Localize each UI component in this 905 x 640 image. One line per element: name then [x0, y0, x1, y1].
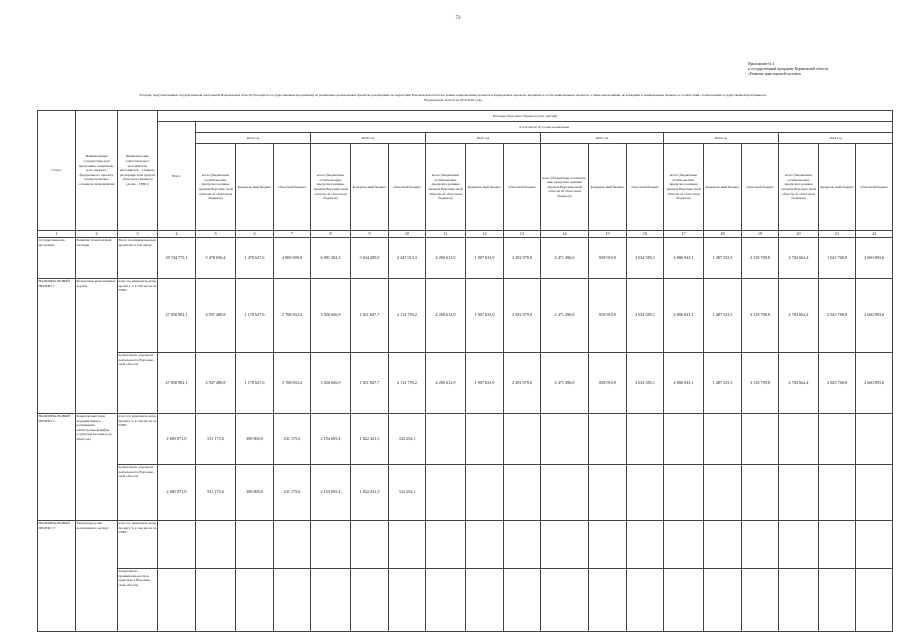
empty-cell: [196, 569, 236, 632]
value-cell: 2 292 979,0: [504, 238, 541, 279]
empty-cell: [664, 521, 704, 569]
empty-cell: [466, 465, 504, 521]
value-cell: 1 907 633,9: [466, 238, 504, 279]
value-cell: 2 292 979,0: [504, 353, 541, 414]
value-cell: 1 178 647,6: [236, 353, 274, 414]
empty-cell: [819, 414, 856, 465]
value-cell: 1 487 333,3: [704, 353, 742, 414]
header-sub-regional: областной бюджет: [389, 144, 426, 231]
empty-cell: [742, 521, 779, 569]
value-cell: 4 471 496,0: [541, 238, 589, 279]
empty-cell: [664, 414, 704, 465]
header-sub-federal: федераль-ный бюджет: [236, 144, 274, 231]
value-cell: 4 200 612,9: [426, 353, 466, 414]
index-cell: 22: [856, 231, 893, 238]
appendix-line-2: к государственной программе Воронежской области: [748, 67, 829, 72]
row-executor: всего по националь-ному проекту 3, в том числе по ГРБС:: [118, 521, 158, 569]
header-sub-total: всего (бюджетные ассигнова-ния, предусмот-ренные законом Воронеж-ской области об областном бюджете): [541, 144, 589, 231]
row-program-name: Безопасные качественные дороги: [76, 279, 118, 414]
empty-cell: [389, 569, 426, 632]
empty-cell: [664, 569, 704, 632]
empty-cell: [742, 414, 779, 465]
empty-cell: [589, 521, 627, 569]
empty-cell: [504, 465, 541, 521]
index-cell: 3: [118, 231, 158, 238]
empty-cell: [664, 465, 704, 521]
empty-cell: [589, 569, 627, 632]
row-executor: департамент промышлен-ности и транспорта Воронеж-ской области: [118, 569, 158, 632]
table-row: [38, 569, 893, 632]
empty-cell: [856, 569, 893, 632]
header-sub-regional: областной бюджет: [627, 144, 664, 231]
value-cell: 231 175,6: [274, 414, 311, 465]
row-status: Государствен-ная программа: [38, 238, 76, 279]
row-status: НАЦИОНАЛЬ-НЫЙ ПРОЕКТ 2: [38, 414, 76, 521]
empty-cell: [541, 465, 589, 521]
value-cell: 332 254,1: [389, 414, 426, 465]
value-cell: 2 114 759,2: [389, 353, 426, 414]
value-cell: 4 200 612,9: [426, 279, 466, 353]
empty-cell: [236, 521, 274, 569]
row-executor: департамент дорожной деятельности Воронеж-ской области: [118, 353, 158, 414]
budget-table: [37, 110, 893, 632]
header-by-years: в том числе по годам реализации: [196, 122, 893, 133]
value-cell: 4 200 612,9: [426, 238, 466, 279]
empty-cell: [856, 414, 893, 465]
value-cell: 2 154 695,4: [311, 465, 351, 521]
empty-cell: [819, 521, 856, 569]
empty-cell: [158, 569, 196, 632]
index-cell: 16: [627, 231, 664, 238]
header-year-2023: 2023 год: [664, 133, 779, 144]
value-cell: 3 318 709,8: [742, 238, 779, 279]
empty-cell: [627, 465, 664, 521]
index-cell: 11: [426, 231, 466, 238]
header-row-2: [38, 122, 893, 133]
value-cell: 838 910,9: [589, 353, 627, 414]
header-sub-total: всего (бюджетные ассигнова-ния, предусмот-ренные законом Воронеж-ской области об областном бюджете): [196, 144, 236, 231]
empty-cell: [704, 521, 742, 569]
value-cell: 3 318 709,8: [742, 353, 779, 414]
value-cell: 1 907 633,9: [466, 279, 504, 353]
empty-cell: [779, 414, 819, 465]
value-cell: 1 907 633,9: [466, 353, 504, 414]
empty-cell: [236, 569, 274, 632]
index-cell: 20: [779, 231, 819, 238]
table-row: [38, 465, 893, 521]
empty-cell: [856, 465, 893, 521]
empty-cell: [504, 521, 541, 569]
row-executor: всего по националь-ному проекту 2, в том числе по ГРБС:: [118, 414, 158, 465]
value-cell: 4 471 496,0: [541, 353, 589, 414]
index-cell: 19: [742, 231, 779, 238]
value-cell: 27 058 902,1: [158, 353, 196, 414]
header-sub-federal: федераль-ный бюджет: [589, 144, 627, 231]
value-cell: 4 947 480,8: [196, 353, 236, 414]
empty-cell: [742, 569, 779, 632]
header-sub-total: всего (бюджетные ассигнова-ния, предусмот-ренные законом Воронеж-ской области об областном бюджете): [426, 144, 466, 231]
empty-cell: [704, 569, 742, 632]
value-cell: 29 744 773,1: [158, 238, 196, 279]
table-row: [38, 521, 893, 569]
value-cell: 2 292 979,0: [504, 279, 541, 353]
empty-cell: [541, 569, 589, 632]
empty-cell: [704, 414, 742, 465]
value-cell: 1 487 333,3: [704, 238, 742, 279]
index-cell: 9: [351, 231, 389, 238]
index-cell: 5: [196, 231, 236, 238]
index-cell: 12: [466, 231, 504, 238]
table-row: [38, 353, 893, 414]
value-cell: 1 822 441,3: [351, 465, 389, 521]
index-cell: 8: [311, 231, 351, 238]
empty-cell: [627, 569, 664, 632]
value-cell: 6 081 302,3: [311, 238, 351, 279]
value-cell: 1 043 768,8: [819, 238, 856, 279]
header-expenses-title: Расходы областного бюджета (тыс. рублей): [158, 111, 893, 122]
empty-cell: [274, 521, 311, 569]
header-year-2020: 2020 год: [311, 133, 426, 144]
empty-cell: [426, 465, 466, 521]
empty-cell: [779, 521, 819, 569]
value-cell: 4 704 662,4: [779, 238, 819, 279]
row-program-name: Международ-ная кооперация и экспорт: [76, 521, 118, 632]
row-status: НАЦИОНАЛЬ-НЫЙ ПРОЕКТ 1: [38, 279, 76, 414]
document-title: [22, 93, 884, 103]
value-cell: 1 478 647,6: [236, 238, 274, 279]
empty-cell: [426, 414, 466, 465]
header-sub-federal: федераль-ный бюджет: [819, 144, 856, 231]
index-cell: 10: [389, 231, 426, 238]
empty-cell: [426, 521, 466, 569]
header-sub-federal: федераль-ный бюджет: [351, 144, 389, 231]
value-cell: 4 806 043,1: [664, 279, 704, 353]
empty-cell: [426, 569, 466, 632]
value-cell: 3 634 289,0: [351, 238, 389, 279]
value-cell: 4 704 662,4: [779, 353, 819, 414]
appendix-line-1: Приложение № 4: [748, 62, 775, 66]
value-cell: 4 806 043,1: [664, 353, 704, 414]
empty-cell: [504, 569, 541, 632]
value-cell: 3 768 833,4: [274, 353, 311, 414]
page-number: 73: [455, 16, 461, 21]
value-cell: 4 806 943,1: [664, 238, 704, 279]
appendix-line-3: «Развитие транспортной системы»: [748, 72, 802, 77]
index-cell: 13: [504, 231, 541, 238]
empty-cell: [742, 465, 779, 521]
header-program-name: Наименование государствен-ной программы, националь-ного проекта, федерального проекта, подпрограм-мы, основного мероприятия: [76, 111, 118, 231]
value-cell: 838 910,9: [589, 238, 627, 279]
title-line-2: Воронежской области на 2019-2024 годы: [424, 98, 482, 102]
empty-cell: [466, 569, 504, 632]
empty-cell: [819, 569, 856, 632]
value-cell: 5 478 656,4: [196, 238, 236, 279]
index-cell: 2: [76, 231, 118, 238]
value-cell: 4 947 480,8: [196, 279, 236, 353]
value-cell: 4 471 496,0: [541, 279, 589, 353]
value-cell: 2 660 893,6: [856, 238, 893, 279]
row-executor: всего по националь-ному проекту 1, в том числе по ГРБС:: [118, 279, 158, 353]
row-program-name: Развитие транспортной системы: [76, 238, 118, 279]
value-cell: 1 811 847,7: [351, 353, 389, 414]
header-status: Статус: [38, 111, 76, 231]
value-cell: 300 000,0: [236, 465, 274, 521]
table-row: [38, 238, 893, 279]
value-cell: 3 634 585,1: [627, 279, 664, 353]
empty-cell: [311, 521, 351, 569]
header-year-2022: 2022 год: [541, 133, 664, 144]
header-sub-total: всего (бюджетные ассигнова-ния, предусмот-ренные законом Воронеж-ской области об областном бюджете): [311, 144, 351, 231]
row-executor: Всего по националь-ным проектам, в том числе:: [118, 238, 158, 279]
header-sub-total: всего (бюджетные ассигнова-ния, предусмот-ренные законом Воронеж-ской области об областном бюджете): [779, 144, 819, 231]
value-cell: 300 000,0: [236, 414, 274, 465]
table-row: [38, 279, 893, 353]
value-cell: 27 058 902,1: [158, 279, 196, 353]
value-cell: 4 704 662,4: [779, 279, 819, 353]
value-cell: 3 634 585,1: [627, 353, 664, 414]
header-sub-regional: областной бюджет: [274, 144, 311, 231]
header-sub-total: всего (бюджетные ассигнова-ния, предусмот-ренные законом Воронеж-ской области об областном бюджете): [664, 144, 704, 231]
header-sub-federal: федераль-ный бюджет: [704, 144, 742, 231]
empty-cell: [389, 521, 426, 569]
index-cell: 14: [541, 231, 589, 238]
empty-cell: [466, 521, 504, 569]
row-program-name: Комплексный план модернизации и расширения магистральной инфра-структуры на период до 2024 года: [76, 414, 118, 521]
empty-cell: [196, 521, 236, 569]
header-row-1: [38, 111, 893, 122]
empty-cell: [819, 465, 856, 521]
row-executor: департамент дорожной деятельности Воронеж-ской области: [118, 465, 158, 521]
value-cell: 2 447 013,3: [389, 238, 426, 279]
table-row: [38, 414, 893, 465]
empty-cell: [541, 521, 589, 569]
empty-cell: [504, 414, 541, 465]
empty-cell: [311, 569, 351, 632]
value-cell: 1 178 647,6: [236, 279, 274, 353]
empty-cell: [589, 465, 627, 521]
value-cell: 3 634 585,1: [627, 238, 664, 279]
index-row: [38, 231, 893, 238]
value-cell: 2 043 768,8: [819, 353, 856, 414]
value-cell: 1 811 847,7: [351, 279, 389, 353]
empty-cell: [779, 569, 819, 632]
header-year-2021: 2021 год: [426, 133, 541, 144]
header-sub-regional: областной бюджет: [856, 144, 893, 231]
index-cell: 7: [274, 231, 311, 238]
header-sub-regional: областной бюджет: [742, 144, 779, 231]
value-cell: 3 768 833,4: [274, 279, 311, 353]
header-sub-regional: областной бюджет: [504, 144, 541, 231]
title-line-1: Расходы, предусмотренные государственной программой Воронежской области (Расходы по государственным программам) на реализацию региональных проектов, реализуемых на территории Воронежской области в рамках национальных проектов и федеральных проектов, входящих в состав национальных проектов, а также мероприятий, не вошедших в национальные проекты, в соответствии с показателями государственной программы на: [139, 93, 767, 97]
header-executor: Наименова-ние ответствен-ного исполнителя, исполнитель – главного распоряди-теля средств областного бюджета (далее – ГРБС): [118, 111, 158, 231]
index-cell: 6: [236, 231, 274, 238]
index-cell: 1: [38, 231, 76, 238]
index-cell: 21: [819, 231, 856, 238]
empty-cell: [274, 569, 311, 632]
value-cell: 838 910,9: [589, 279, 627, 353]
row-status: НАЦИОНАЛЬ-НЫЙ ПРОЕКТ 3: [38, 521, 76, 632]
empty-cell: [589, 414, 627, 465]
value-cell: 2 154 695,4: [311, 414, 351, 465]
empty-cell: [627, 414, 664, 465]
empty-cell: [466, 414, 504, 465]
empty-cell: [541, 414, 589, 465]
value-cell: 3 318 709,8: [742, 279, 779, 353]
value-cell: 2 660 893,6: [856, 279, 893, 353]
index-cell: 15: [589, 231, 627, 238]
value-cell: 2 685 871,0: [158, 465, 196, 521]
empty-cell: [158, 521, 196, 569]
index-cell: 17: [664, 231, 704, 238]
empty-cell: [351, 521, 389, 569]
value-cell: 531 175,6: [196, 414, 236, 465]
value-cell: 1 822 441,3: [351, 414, 389, 465]
value-cell: 2 685 871,0: [158, 414, 196, 465]
value-cell: 531 175,6: [196, 465, 236, 521]
appendix-note: [748, 62, 898, 78]
value-cell: 2 660 893,6: [856, 353, 893, 414]
value-cell: 1 487 333,3: [704, 279, 742, 353]
value-cell: 3 926 606,9: [311, 353, 351, 414]
empty-cell: [779, 465, 819, 521]
value-cell: 4 000 009,0: [274, 238, 311, 279]
value-cell: 332 254,1: [389, 465, 426, 521]
index-cell: 4: [158, 231, 196, 238]
empty-cell: [627, 521, 664, 569]
header-total: Всего: [158, 122, 196, 231]
empty-cell: [351, 569, 389, 632]
value-cell: 231 175,6: [274, 465, 311, 521]
value-cell: 3 926 606,9: [311, 279, 351, 353]
empty-cell: [856, 521, 893, 569]
header-sub-federal: федераль-ный бюджет: [466, 144, 504, 231]
header-year-2024: 2024 год: [779, 133, 893, 144]
header-year-2019: 2019 год: [196, 133, 311, 144]
index-cell: 18: [704, 231, 742, 238]
value-cell: 2 043 768,8: [819, 279, 856, 353]
empty-cell: [704, 465, 742, 521]
value-cell: 2 114 759,2: [389, 279, 426, 353]
